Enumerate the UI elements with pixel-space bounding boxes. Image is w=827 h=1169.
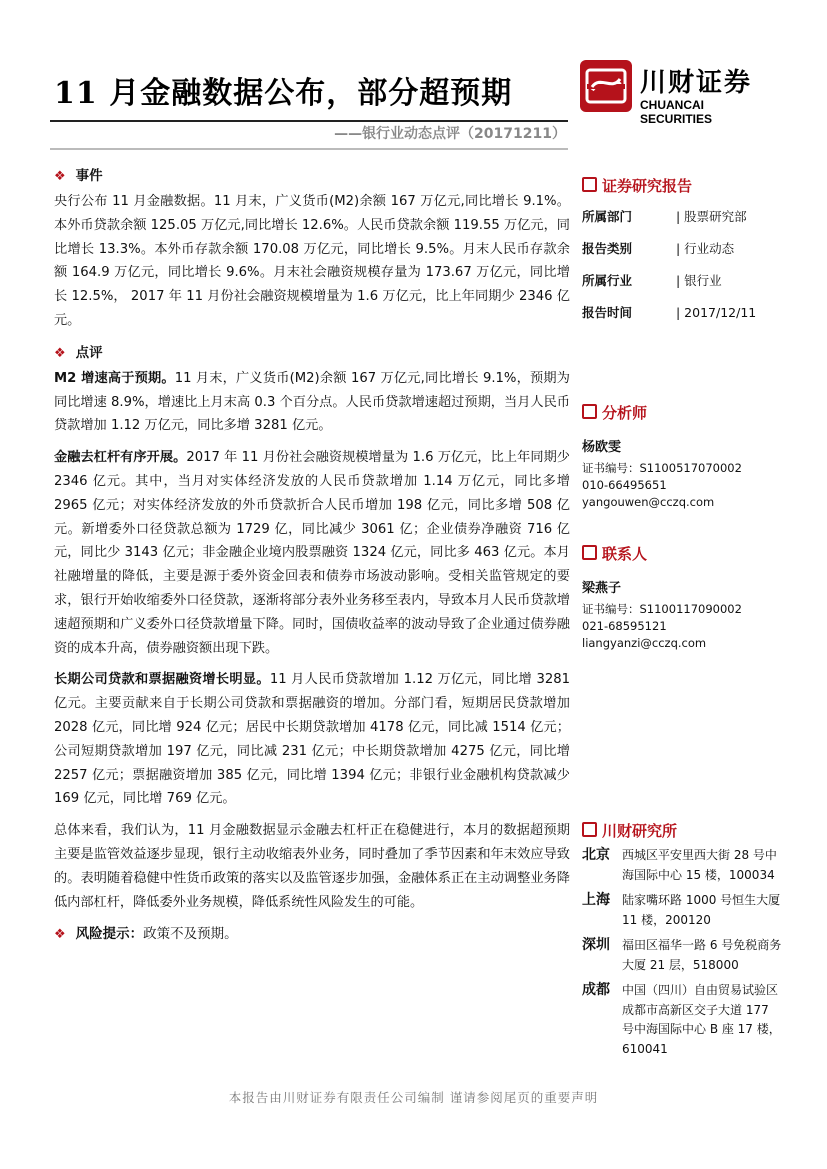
diamond-bullet-icon: ❖: [54, 345, 66, 361]
company-logo: [580, 60, 770, 126]
contact-cert: 证书编号：S1100117090002: [582, 602, 742, 616]
contact-email[interactable]: liangyanzi@cczq.com: [582, 636, 707, 650]
contact-name: 梁燕子: [582, 581, 622, 596]
comment-paragraph-summary: 总体来看，我们认为，11 月金融数据显示金融去杠杆正在稳健进行，本月的数据超预期主要是监管效益逐步显现，银行主动收缩表外业务，同时叠加了季节因素和年末效应导致的。表明随着稳健中性货币政策的落实以及监管逐步加强，金融体系正在主动调整业务降低内部杠杆，降低委外业务规模，降低系统性风险发生的可能。: [54, 823, 570, 910]
office-shenzhen: 深圳 福田区福华一路 6 号免税商务大厦 21 层，518000: [582, 937, 782, 972]
diamond-bullet-icon: ❖: [54, 169, 66, 184]
office-chengdu: 成都 中国（四川）自由贸易试验区成都市高新区交子大道 177 号中海国际中心 B 座 17 楼，610041: [582, 982, 781, 1056]
page-footer: 本报告由川财证券有限责任公司编制 谨请参阅尾页的重要声明: [228, 1090, 599, 1105]
analyst-name: 杨欧雯: [582, 440, 622, 455]
institute-panel: [582, 820, 782, 1065]
report-info-heading: 证券研究报告: [582, 175, 782, 197]
info-row-industry: 所属行业 | 银行业: [582, 273, 722, 288]
logo-mark-icon: [580, 60, 632, 112]
title-rule: [50, 120, 568, 122]
office-beijing: 北京 西城区平安里西大街 28 号中海国际中心 15 楼，100034: [582, 847, 777, 882]
logo-chinese-name: 川财证券: [640, 68, 753, 98]
contact-heading: 联系人: [582, 543, 782, 565]
report-info-panel: [582, 175, 782, 329]
institute-heading: 川财研究所: [582, 820, 782, 842]
comment-paragraph-loans: 长期公司贷款和票据融资增长明显。11 月人民币贷款增加 1.12 万亿元，同比增 3281 亿元。主要贡献来自于长期公司贷款和票据融资的增加。分部门看，短期居民贷款增加 2028 亿元，同比增 924 亿元；居民中长期贷款增加 4178 亿元，同比减 1514 亿元；公司短期贷款增加 197 亿元，同比减 231 亿元；中长期贷款增加 4275 亿元，同比增 2257 亿元；票据融资增加 385 亿元，同比增 1394 亿元；非银行业金融机构贷款减少 169 亿元，同比增 769 亿元。: [54, 672, 570, 807]
analyst-panel: [582, 402, 782, 511]
report-subtitle: ——银行业动态点评（20171211）: [334, 126, 566, 142]
logo-english-name: CHUANCAI SECURITIES: [640, 98, 713, 126]
analyst-email[interactable]: yangouwen@cczq.com: [582, 495, 715, 509]
square-bullet-icon: [582, 177, 597, 192]
event-paragraph: 央行公布 11 月金融数据。11 月末，广义货币(M2)余额 167 万亿元,同比增长 9.1%。本外币贷款余额 125.05 万亿元,同比增长 12.6%。人民币贷款余额 119.55 万亿元，同比增长 13.3%。本外币存款余额 170.08 万亿元，同比增长 9.5%。月末人民币存款余额 164.9 万亿元，同比增长 9.6%。月末社会融资规模存量为 173.67 万亿元，同比增长 12.5%， 2017 年 11 月份社会融资规模增量为 1.6 万亿元，比上年同期少 2346 亿元。: [54, 194, 570, 328]
info-row-department: 所属部门 | 股票研究部: [582, 209, 747, 224]
office-shanghai: 上海 陆家嘴环路 1000 号恒生大厦 11 楼，200120: [582, 892, 781, 927]
square-bullet-icon: [582, 822, 597, 837]
comment-paragraph-deleverage: 金融去杠杆有序开展。2017 年 11 月份社会融资规模增量为 1.6 万亿元，比上年同期少 2346 亿元。其中，当月对实体经济发放的人民币贷款增加 1.14 万亿元，同比多增 2965 亿元；对实体经济发放的外币贷款折合人民币增加 198 亿元，同比多增 508 亿元。新增委外口径贷款总额为 1729 亿，同比减少 3061 亿；企业债券净融资 716 亿元，同比少 3143 亿元；非金融企业境内股票融资 1324 亿元，同比多 463 亿元。本月社融增量的降低，主要是源于委外资金回表和债券市场波动影响。受相关监管规定的要求，银行开始收缩委外口径贷款，逐渐将部分表外业务移至表内，导致本月人民币贷款增速超预期和广义委外口径贷款增量下降。同时，国债收益率的波动导致了企业通过债券融资的成本升高，债券融资额出现下跌。: [54, 450, 570, 656]
analyst-cert: 证书编号：S1100517070002: [582, 461, 742, 475]
diamond-bullet-icon: ❖: [54, 927, 66, 943]
comment-paragraph-m2: M2 增速高于预期。11 月末，广义货币(M2)余额 167 万亿元,同比增长 9.1%，预期为同比增速 8.9%，增速比上月末高 0.3 个百分点。人民币贷款增速超过预期，当月人民币贷款增加 1.12 万亿元，同比多增 3281 亿元。: [54, 370, 570, 434]
subtitle-rule: [50, 148, 568, 150]
risk-warning: ❖ 风险提示：政策不及预期。: [54, 926, 238, 943]
analyst-phone: 010-66495651: [582, 478, 667, 492]
contact-phone: 021-68595121: [582, 619, 667, 633]
contact-panel: [582, 543, 782, 652]
info-row-date: 报告时间 | 2017/12/11: [582, 305, 757, 320]
event-heading: ❖ 事件: [54, 168, 103, 184]
analyst-heading: 分析师: [582, 402, 782, 424]
square-bullet-icon: [582, 404, 597, 419]
comment-heading: ❖ 点评: [54, 344, 103, 361]
square-bullet-icon: [582, 545, 597, 560]
report-body: [54, 160, 570, 948]
page-title: 11 月金融数据公布，部分超预期: [54, 76, 513, 111]
info-row-category: 报告类别 | 行业动态: [582, 241, 735, 256]
